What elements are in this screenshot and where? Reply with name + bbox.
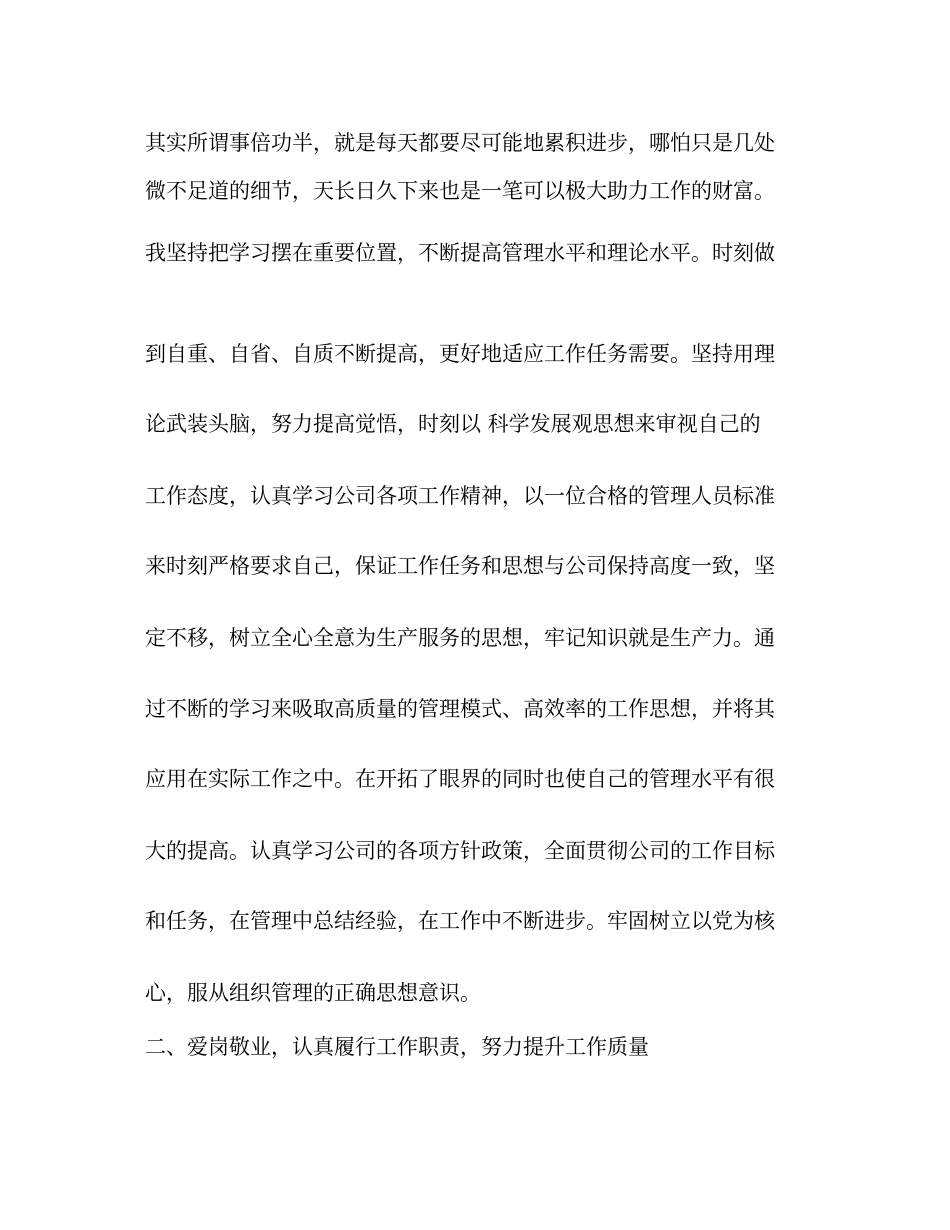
paragraph-line-4: 到自重、自省、自质不断提高，更好地适应工作任务需要。坚持用理: [145, 342, 775, 366]
paragraph-line-6: 工作态度，认真学习公司各项工作精神，以一位合格的管理人员标准: [145, 484, 775, 508]
paragraph-line-5: 论武装头脑，努力提高觉悟，时刻以 科学发展观思想来审视自己的: [145, 412, 761, 436]
paragraph-line-13: 心，服从组织管理的正确思想意识。: [145, 981, 481, 1005]
paragraph-line-10: 应用在实际工作之中。在开拓了眼界的同时也使自己的管理水平有很: [145, 767, 775, 791]
paragraph-line-7: 来时刻严格要求自己，保证工作任务和思想与公司保持高度一致，坚: [145, 554, 775, 578]
paragraph-line-8: 定不移，树立全心全意为生产服务的思想，牢记知识就是生产力。通: [145, 626, 775, 650]
paragraph-line-9: 过不断的学习来吸取高质量的管理模式、高效率的工作思想，并将其: [145, 697, 775, 721]
paragraph-line-3: 我坚持把学习摆在重要位置，不断提高管理水平和理论水平。时刻做: [145, 241, 775, 265]
section-heading: 二、爱岗敬业，认真履行工作职责，努力提升工作质量: [145, 1035, 649, 1059]
paragraph-line-2: 微不足道的细节，天长日久下来也是一笔可以极大助力工作的财富。: [145, 179, 775, 203]
paragraph-line-12: 和任务，在管理中总结经验，在工作中不断进步。牢固树立以党为核: [145, 909, 775, 933]
paragraph-line-11: 大的提高。认真学习公司的各项方针政策，全面贯彻公司的工作目标: [145, 839, 775, 863]
paragraph-line-1: 其实所谓事倍功半，就是每天都要尽可能地累积进步，哪怕只是几处: [145, 131, 775, 155]
